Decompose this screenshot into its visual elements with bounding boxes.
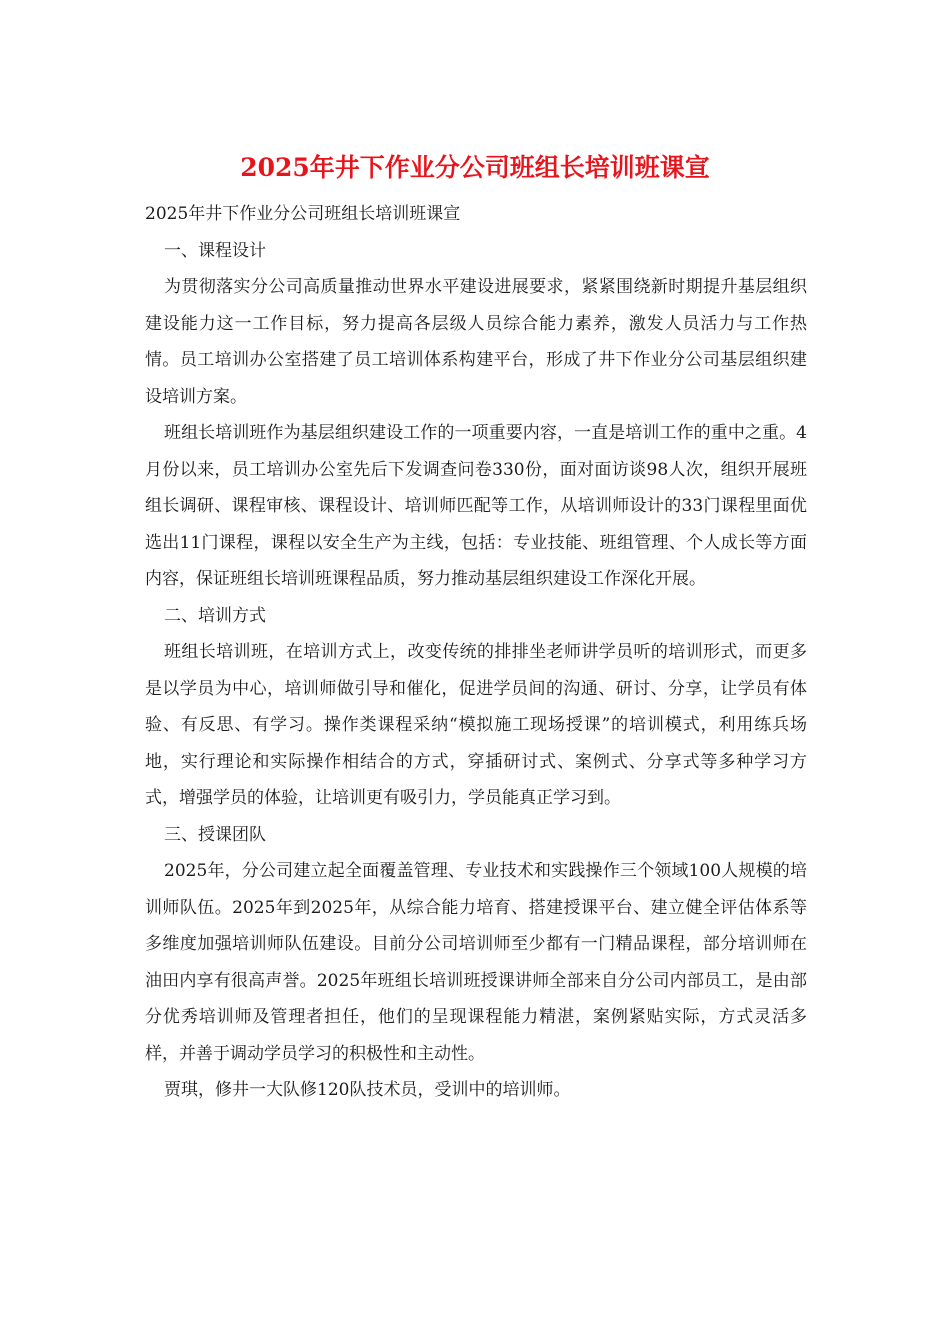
paragraph: 为贯彻落实分公司高质量推动世界水平建设进展要求，紧紧围绕新时期提升基层组织建设能力这一工作目标，努力提高各层级人员综合能力素养，激发人员活力与工作热情。员工培训办公室搭建了员工培训体系构建平台，形成了井下作业分公司基层组织建设培训方案。 (145, 277, 807, 407)
paragraph: 贾琪，修井一大队修120队技术员，受训中的培训师。 (164, 1080, 571, 1100)
paragraph: 班组长培训班，在培训方式上，改变传统的排排坐老师讲学员听的培训形式，而更多是以学员为中心，培训师做引导和催化，促进学员间的沟通、研讨、分享，让学员有体验、有反思、有学习。操作类课程采纳“模拟施工现场授课”的培训模式，利用练兵场地，实行理论和实际操作相结合的方式，穿插研讨式、案例式、分享式等多种学习方式，增强学员的体验，让培训更有吸引力，学员能真正学习到。 (145, 642, 807, 808)
document-body (145, 196, 807, 1109)
document-title: 2025年井下作业分公司班组长培训班课宣 (240, 153, 710, 182)
paragraph: 班组长培训班作为基层组织建设工作的一项重要内容，一直是培训工作的重中之重。4月份以来，员工培训办公室先后下发调查问卷330份，面对面访谈98人次，组织开展班组长调研、课程审核、课程设计、培训师匹配等工作，从培训师设计的33门课程里面优选出11门课程，课程以安全生产为主线，包括：专业技能、班组管理、个人成长等方面内容，保证班组长培训班课程品质，努力推动基层组织建设工作深化开展。 (145, 423, 807, 589)
document-subtitle: 2025年井下作业分公司班组长培训班课宣 (145, 204, 461, 224)
section-heading-teaching-team: 三、授课团队 (164, 824, 266, 845)
paragraph: 2025年，分公司建立起全面覆盖管理、专业技术和实践操作三个领域100人规模的培训师队伍。2025年到2025年，从综合能力培育、搭建授课平台、建立健全评估体系等多维度加强培训师队伍建设。目前分公司培训师至少都有一门精品课程，部分培训师在油田内享有很高声誉。2025年班组长培训班授课讲师全部来自分公司内部员工，是由部分优秀培训师及管理者担任，他们的呈现课程能力精湛，案例紧贴实际，方式灵活多样，并善于调动学员学习的积极性和主动性。 (145, 861, 807, 1064)
section-heading-training-method: 二、培训方式 (164, 605, 266, 626)
section-heading-course-design: 一、课程设计 (164, 240, 266, 261)
